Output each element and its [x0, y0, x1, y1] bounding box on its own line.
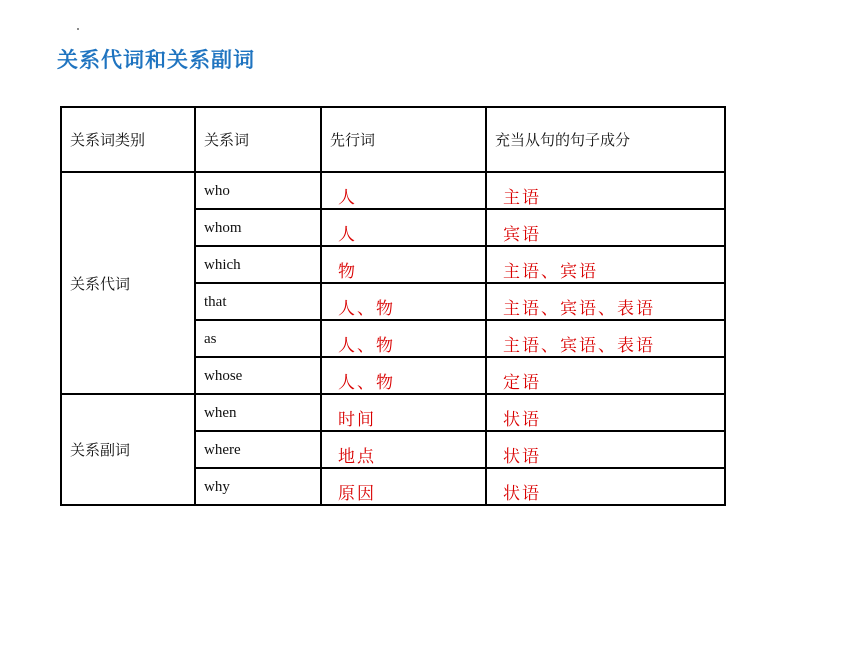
relative-word: which [195, 246, 321, 283]
page-title: 关系代词和关系副词 [57, 48, 255, 72]
antecedent-answer: 人、物 [321, 357, 486, 394]
antecedent-answer: 物 [321, 246, 486, 283]
antecedent-answer: 人、物 [321, 283, 486, 320]
relative-word: whom [195, 209, 321, 246]
function-answer: 主语、宾语、表语 [486, 320, 725, 357]
table-header-row [61, 107, 725, 172]
relative-word: why [195, 468, 321, 505]
header-category: 关系词类别 [61, 107, 195, 172]
relative-word: that [195, 283, 321, 320]
antecedent-answer: 人、物 [321, 320, 486, 357]
function-answer: 状语 [486, 468, 725, 505]
table-row [61, 394, 725, 431]
function-answer: 主语、宾语 [486, 246, 725, 283]
table-row [61, 172, 725, 209]
antecedent-answer: 人 [321, 209, 486, 246]
function-answer: 状语 [486, 431, 725, 468]
category-relative-adverb: 关系副词 [61, 394, 195, 505]
antecedent-answer: 人 [321, 172, 486, 209]
function-answer: 主语、宾语、表语 [486, 283, 725, 320]
relative-words-table [60, 106, 726, 506]
function-answer: 主语 [486, 172, 725, 209]
header-relative-word: 关系词 [195, 107, 321, 172]
antecedent-answer: 原因 [321, 468, 486, 505]
function-answer: 定语 [486, 357, 725, 394]
function-answer: 宾语 [486, 209, 725, 246]
function-answer: 状语 [486, 394, 725, 431]
relative-word: where [195, 431, 321, 468]
relative-word: whose [195, 357, 321, 394]
relative-word: as [195, 320, 321, 357]
header-antecedent: 先行词 [321, 107, 486, 172]
decorative-dot [77, 28, 79, 30]
antecedent-answer: 时间 [321, 394, 486, 431]
category-relative-pronoun: 关系代词 [61, 172, 195, 394]
antecedent-answer: 地点 [321, 431, 486, 468]
header-clause-function: 充当从句的句子成分 [486, 107, 725, 172]
relative-word: who [195, 172, 321, 209]
relative-word: when [195, 394, 321, 431]
